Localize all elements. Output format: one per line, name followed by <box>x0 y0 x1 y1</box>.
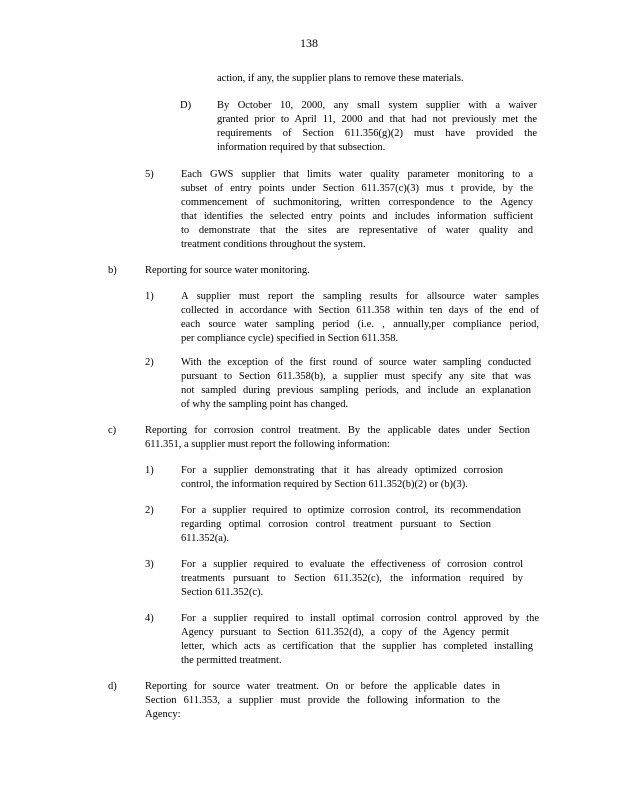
item-label: 2) <box>145 357 154 368</box>
text-line: treatments pursuant to Section 611.352(c), the information required by <box>181 572 523 584</box>
text-line: treatment conditions throughout the system. <box>181 238 366 250</box>
text-line: information required by that subsection. <box>217 141 386 153</box>
text-line: granted prior to April 11, 2000 and that had not previously met the <box>217 113 537 125</box>
text-line: For a supplier required to install optimal corrosion control approved by the <box>181 613 539 624</box>
item-label: 3) <box>145 559 154 570</box>
text-line: that identifies the selected entry points and includes information sufficient <box>181 210 533 222</box>
text-line: Reporting for source water treatment. On or before the applicable dates in <box>145 681 500 692</box>
item-label: D) <box>180 100 192 111</box>
text-line: subset of entry points under Section 611.357(c)(3) mus t provide, by the <box>181 182 533 194</box>
section-label: b) <box>108 265 117 276</box>
text-line: per compliance cycle) specified in Section 611.358. <box>181 332 399 344</box>
text-line: to demonstrate that the sites are representative of water quality and <box>181 224 533 236</box>
text-line: the permitted treatment. <box>181 654 282 666</box>
section-label: d) <box>108 681 117 692</box>
text-line: Agency pursuant to Section 611.352(d), a copy of the Agency permit <box>181 626 509 638</box>
text-line: each source water sampling period (i.e. , annually,per compliance period, <box>181 318 539 330</box>
section-label: c) <box>108 425 117 436</box>
text-line: not sampled during previous sampling periods, and include an explanation <box>181 384 531 396</box>
page-number: 138 <box>300 36 318 50</box>
item-label: 2) <box>145 505 154 516</box>
text-line: For a supplier required to evaluate the effectiveness of corrosion control <box>181 559 523 570</box>
text-line: Agency: <box>145 708 181 720</box>
item-label: 4) <box>145 613 154 624</box>
text-line: Reporting for corrosion control treatment. By the applicable dates under Section <box>145 425 530 436</box>
text-line: requirements of Section 611.356(g)(2) must have provided the <box>217 127 537 139</box>
text-line: A supplier must report the sampling results for allsource water samples <box>181 291 539 302</box>
text-line: 611.351, a supplier must report the following information: <box>145 438 390 450</box>
text-line: 611.352(a). <box>181 532 230 544</box>
section-heading: Reporting for source water monitoring. <box>145 265 310 276</box>
text-line: For a supplier required to optimize corrosion control, its recommendation <box>181 505 521 516</box>
item-label: 5) <box>145 169 154 180</box>
text-line: control, the information required by Section 611.352(b)(2) or (b)(3). <box>181 478 468 490</box>
text-line: collected in accordance with Section 611.358 within ten days of the end of <box>181 304 539 316</box>
text-line: commencement of suchmonitoring, written correspondence to the Agency <box>181 196 533 208</box>
text-line: With the exception of the first round of source water sampling conducted <box>181 357 531 368</box>
text-line: of why the sampling point has changed. <box>181 398 349 410</box>
item-label: 1) <box>145 465 154 476</box>
text-line: pursuant to Section 611.358(b), a supplier must specify any site that was <box>181 370 531 382</box>
text-line: regarding optimal corrosion control treatment pursuant to Section <box>181 518 491 530</box>
text-line: Each GWS supplier that limits water quality parameter monitoring to a <box>181 169 533 180</box>
text-line: letter, which acts as certification that the supplier has completed installing <box>181 640 533 652</box>
text-line: Section 611.352(c). <box>181 586 264 598</box>
text-line: By October 10, 2000, any small system supplier with a waiver <box>217 100 537 111</box>
text-line: Section 611.353, a supplier must provide the following information to the <box>145 694 500 706</box>
text-line: action, if any, the supplier plans to remove these materials. <box>217 73 464 84</box>
text-line: For a supplier demonstrating that it has already optimized corrosion <box>181 465 503 476</box>
item-label: 1) <box>145 291 154 302</box>
